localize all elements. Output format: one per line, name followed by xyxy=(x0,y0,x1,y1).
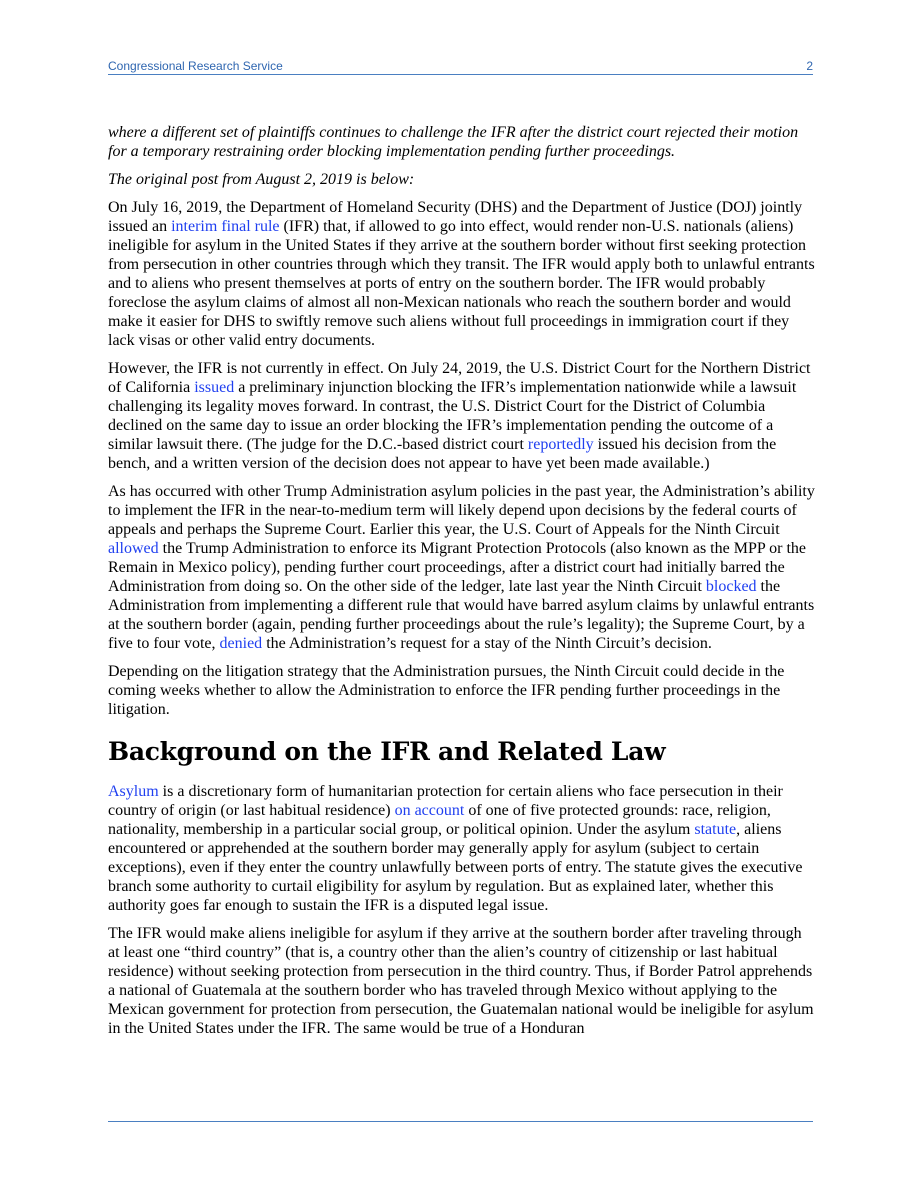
text-run: of one of five protected grounds: race, religion, nationality, membership in a particular social group, or political opinion. Under the asylum xyxy=(108,802,771,838)
text-run: is a discretionary form of humanitarian protection for certain aliens who face persecution in their country of origin (or last habitual residence) xyxy=(108,783,783,819)
text-run: the Trump Administration to enforce its Migrant Protection Protocols (also known as the MPP or the Remain in Mexico policy), pending further court proceedings, after a district court had initially barred the Administration from doing so. On the other side of the ledger, late last year the Ninth Circuit xyxy=(108,540,807,595)
text-run: a preliminary injunction blocking the IFR’s implementation nationwide while a lawsuit challenging its legality moves forward. In contrast, the U.S. District Court for the District of Columbia declined on the same day to issue an order blocking the IFR’s implementation pending the outcome of a similar lawsuit there. (The judge for the D.C.-based district court xyxy=(108,379,797,453)
link-statute[interactable]: statute xyxy=(694,821,737,838)
text-run: As has occurred with other Trump Administration asylum policies in the past year, the Administration’s ability to implement the IFR in the near-to-medium term will likely depend upon decisions by the federal courts of appeals and perhaps the Supreme Court. Earlier this year, the U.S. Court of Appeals for the Ninth Circuit xyxy=(108,483,815,538)
paragraph-5 xyxy=(108,782,816,915)
footer-rule xyxy=(108,1121,813,1122)
paragraph-1 xyxy=(108,198,816,350)
link-asylum[interactable]: Asylum xyxy=(108,783,159,800)
document-body xyxy=(108,123,816,1047)
page-header xyxy=(108,57,813,75)
paragraph-4: Depending on the litigation strategy that the Administration pursues, the Ninth Circuit could decide in the coming weeks whether to allow the Administration to enforce the IFR pending further proceedings in the litigation. xyxy=(108,663,785,718)
link-interim-final-rule[interactable]: interim final rule xyxy=(171,218,280,235)
link-issued[interactable]: issued xyxy=(194,379,235,396)
page-number: 2 xyxy=(806,59,813,73)
link-blocked[interactable]: blocked xyxy=(705,578,757,595)
paragraph-6: The IFR would make aliens ineligible for asylum if they arrive at the southern border after traveling through at least one “third country” (that is, a country other than the alien’s country of citizenship or last habitual residence) without seeking protection from persecution in the third country. Thus, if Border Patrol apprehends a national of Guatemala at the southern border who has traveled through Mexico without applying to the Mexican government for protection from persecution, the Guatemalan national would be ineligible for asylum in the United States under the IFR. The same would be true of a Honduran xyxy=(108,925,814,1037)
text-run: , aliens encountered or apprehended at the southern border may generally apply for asylum (subject to certain exceptions), even if they enter the country unlawfully between ports of entry. The statute gives the executive branch some authority to curtail eligibility for asylum by regulation. But as explained later, whether this authority goes far enough to sustain the IFR is a disputed legal issue. xyxy=(108,821,803,914)
link-on-account[interactable]: on account xyxy=(394,802,465,819)
text-run: (IFR) that, if allowed to go into effect, would render non-U.S. nationals (aliens) ineligible for asylum in the United States if they arrive at the southern border without first seeking protection from persecution in other countries through which they transit. The IFR would apply both to unlawful entrants and to aliens who present themselves at ports of entry on the southern border. The IFR would probably foreclose the asylum claims of almost all non-Mexican nationals who reach the southern border and would make it easier for DHS to swiftly remove such aliens without full proceedings in immigration court if they lack visas or other valid entry documents. xyxy=(108,218,815,349)
link-denied[interactable]: denied xyxy=(219,635,263,652)
paragraph-2 xyxy=(108,359,816,473)
original-post-note: The original post from August 2, 2019 is below: xyxy=(108,171,415,188)
update-note-paragraph: where a different set of plaintiffs continues to challenge the IFR after the district court rejected their motion for a temporary restraining order blocking implementation pending further proceedings. xyxy=(108,124,799,160)
header-org-name: Congressional Research Service xyxy=(108,59,283,73)
text-run: On July 16, 2019, the Department of Homeland Security (DHS) and the Department of Justice (DOJ) jointly issued an xyxy=(108,199,803,235)
link-allowed[interactable]: allowed xyxy=(108,540,159,557)
section-heading: Background on the IFR and Related Law xyxy=(108,737,666,766)
paragraph-3 xyxy=(108,482,816,653)
text-run: the Administration from implementing a different rule that would have barred asylum claims by unlawful entrants at the southern border (again, pending further proceedings about the rule’s legality); the Supreme Court, by a five to four vote, xyxy=(108,578,815,652)
link-reportedly[interactable]: reportedly xyxy=(527,436,594,453)
text-run: issued his decision from the bench, and a written version of the decision does not appear to have yet been made available.) xyxy=(108,436,777,472)
text-run: However, the IFR is not currently in effect. On July 24, 2019, the U.S. District Court for the Northern District of California xyxy=(108,360,811,396)
text-run: the Administration’s request for a stay of the Ninth Circuit’s decision. xyxy=(262,635,712,652)
